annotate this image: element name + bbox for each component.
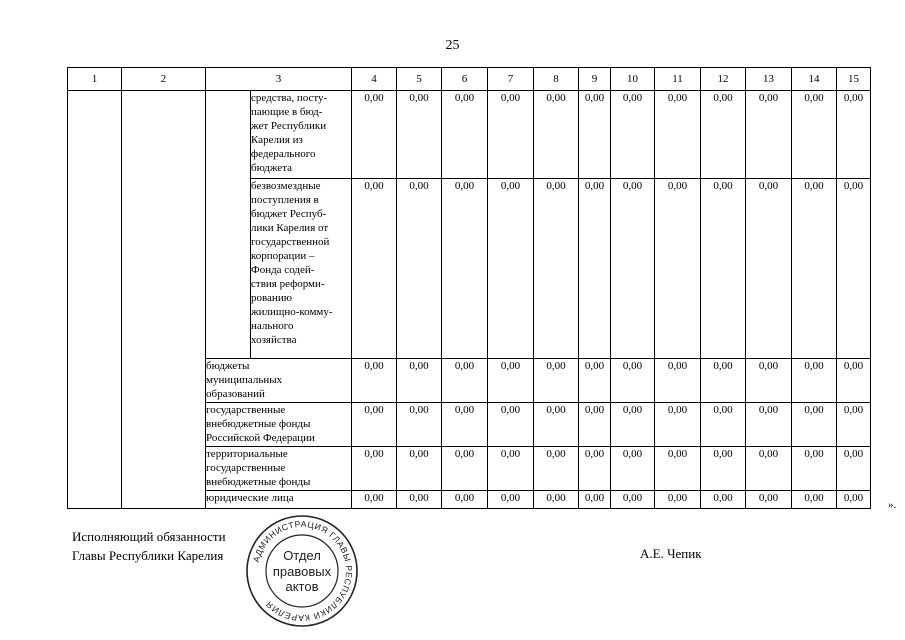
value-cell: 0,00 (837, 491, 871, 509)
value-cell: 0,00 (837, 403, 871, 447)
value-cell: 0,00 (746, 491, 792, 509)
value-cell: 0,00 (792, 447, 837, 491)
value-cell: 0,00 (792, 359, 837, 403)
closing-quote-mark: ». (888, 499, 897, 511)
value-cell: 0,00 (611, 447, 655, 491)
value-cell: 0,00 (397, 179, 442, 359)
value-cell: 0,00 (655, 447, 701, 491)
value-cell: 0,00 (488, 403, 534, 447)
header-cell: 3 (206, 68, 352, 91)
value-cell: 0,00 (746, 359, 792, 403)
header-cell: 14 (792, 68, 837, 91)
budget-table (67, 67, 871, 509)
value-cell: 0,00 (701, 179, 746, 359)
table-body (68, 91, 871, 509)
value-cell: 0,00 (442, 447, 488, 491)
value-cell: 0,00 (837, 179, 871, 359)
value-cell: 0,00 (352, 91, 397, 179)
table-row (68, 91, 871, 179)
value-cell: 0,00 (352, 179, 397, 359)
header-cell: 7 (488, 68, 534, 91)
value-cell: 0,00 (579, 403, 611, 447)
value-cell: 0,00 (534, 403, 579, 447)
value-cell: 0,00 (746, 403, 792, 447)
value-cell: 0,00 (655, 491, 701, 509)
value-cell: 0,00 (579, 91, 611, 179)
value-cell: 0,00 (837, 447, 871, 491)
stamp-center-line-1: Отдел (283, 548, 321, 563)
value-cell: 0,00 (655, 91, 701, 179)
value-cell: 0,00 (397, 91, 442, 179)
row-label: средства, посту- пающие в бюд- жет Республики Карелия из федерального бюджета (251, 91, 352, 179)
header-cell: 15 (837, 68, 871, 91)
value-cell: 0,00 (579, 179, 611, 359)
row-label: территориальные государственные внебюджетные фонды (206, 447, 352, 491)
value-cell: 0,00 (611, 491, 655, 509)
row-label: бюджеты муниципальных образований (206, 359, 352, 403)
value-cell: 0,00 (534, 91, 579, 179)
stamp-ring-text: АДМИНИСТРАЦИЯ ГЛАВЫ РЕСПУБЛИКИ КАРЕЛИЯ (250, 518, 355, 624)
value-cell: 0,00 (534, 179, 579, 359)
header-cell: 13 (746, 68, 792, 91)
value-cell: 0,00 (488, 359, 534, 403)
value-cell: 0,00 (746, 91, 792, 179)
header-row (68, 68, 871, 91)
header-cell: 9 (579, 68, 611, 91)
value-cell: 0,00 (488, 179, 534, 359)
value-cell: 0,00 (792, 179, 837, 359)
stamp-center-line-3: актов (285, 579, 319, 594)
header-cell: 8 (534, 68, 579, 91)
value-cell: 0,00 (488, 447, 534, 491)
value-cell: 0,00 (442, 403, 488, 447)
header-cell: 1 (68, 68, 122, 91)
value-cell: 0,00 (442, 491, 488, 509)
col2-cell (122, 91, 206, 509)
value-cell: 0,00 (352, 359, 397, 403)
value-cell: 0,00 (701, 447, 746, 491)
value-cell: 0,00 (837, 359, 871, 403)
position-line-2: Главы Республики Карелия (72, 548, 224, 563)
value-cell: 0,00 (701, 491, 746, 509)
value-cell: 0,00 (397, 403, 442, 447)
value-cell: 0,00 (611, 179, 655, 359)
signatory-position (72, 527, 226, 565)
value-cell: 0,00 (488, 491, 534, 509)
value-cell: 0,00 (397, 447, 442, 491)
official-stamp (244, 513, 360, 629)
stamp-center-line-2: правовых (272, 564, 332, 579)
row-label: государственные внебюджетные фонды Российской Федерации (206, 403, 352, 447)
value-cell: 0,00 (397, 359, 442, 403)
value-cell: 0,00 (579, 491, 611, 509)
value-cell: 0,00 (611, 359, 655, 403)
value-cell: 0,00 (442, 359, 488, 403)
header-cell: 12 (701, 68, 746, 91)
header-cell: 6 (442, 68, 488, 91)
value-cell: 0,00 (655, 179, 701, 359)
value-cell: 0,00 (701, 359, 746, 403)
header-cell: 2 (122, 68, 206, 91)
header-cell: 11 (655, 68, 701, 91)
value-cell: 0,00 (442, 179, 488, 359)
header-cell: 4 (352, 68, 397, 91)
value-cell: 0,00 (746, 447, 792, 491)
signatory-name: А.Е. Чепик (640, 546, 702, 561)
page-number: 25 (445, 38, 460, 53)
value-cell: 0,00 (534, 447, 579, 491)
value-cell: 0,00 (579, 447, 611, 491)
value-cell: 0,00 (655, 403, 701, 447)
value-cell: 0,00 (792, 91, 837, 179)
value-cell: 0,00 (488, 91, 534, 179)
header-cell: 10 (611, 68, 655, 91)
value-cell: 0,00 (655, 359, 701, 403)
value-cell: 0,00 (397, 491, 442, 509)
row-label: юридические лица (206, 491, 352, 509)
value-cell: 0,00 (579, 359, 611, 403)
value-cell: 0,00 (837, 91, 871, 179)
value-cell: 0,00 (534, 491, 579, 509)
indent-cell (206, 91, 251, 359)
value-cell: 0,00 (534, 359, 579, 403)
value-cell: 0,00 (701, 403, 746, 447)
value-cell: 0,00 (746, 179, 792, 359)
value-cell: 0,00 (611, 403, 655, 447)
value-cell: 0,00 (352, 447, 397, 491)
value-cell: 0,00 (352, 403, 397, 447)
value-cell: 0,00 (442, 91, 488, 179)
col1-cell (68, 91, 122, 509)
value-cell: 0,00 (701, 91, 746, 179)
header-cell: 5 (397, 68, 442, 91)
value-cell: 0,00 (352, 491, 397, 509)
value-cell: 0,00 (792, 491, 837, 509)
value-cell: 0,00 (792, 403, 837, 447)
position-line-1: Исполняющий обязанности (72, 529, 226, 544)
row-label: безвозмездные поступления в бюджет Респуб- лики Карелия от государственной корпорации – Фонда содей- ствия реформи- рованию жилищно-комму- нального хозяйства (251, 179, 352, 359)
value-cell: 0,00 (611, 91, 655, 179)
